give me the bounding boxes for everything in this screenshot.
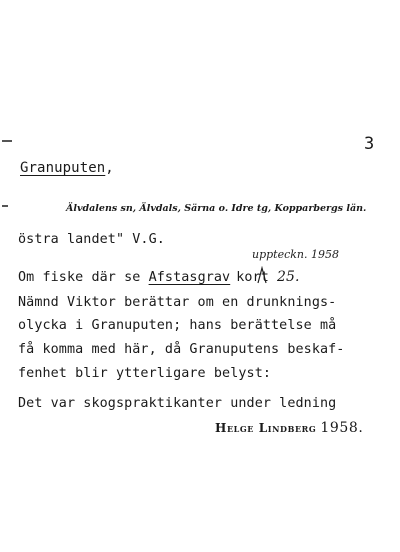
card-number: 3 <box>364 134 375 154</box>
handwritten-insert: uppteckn. 1958 <box>252 248 339 261</box>
location-stamp: Älvdalens sn, Älvdals, Särna o. Idre tg, Kopparbergs län. <box>66 203 367 214</box>
edge-mark <box>2 205 8 207</box>
text-line: östra landet" V.G. <box>18 232 165 247</box>
card-heading <box>20 160 114 176</box>
handwritten-card-number: 25. <box>277 269 300 285</box>
text-segment: kort <box>236 270 278 285</box>
text-line: få komma med här, då Granuputens beskaf- <box>18 342 345 357</box>
text-line: Det var skogspraktikanter under ledning <box>18 396 337 411</box>
cross-reference: Afstasgrav <box>148 270 231 285</box>
text-line <box>18 269 300 285</box>
text-line: fenhet blir ytterligare belyst: <box>18 366 272 381</box>
edge-mark <box>2 140 12 142</box>
record-year: 1958. <box>320 420 364 436</box>
text-line: Nämnd Viktor berättar om en drunknings- <box>18 295 337 310</box>
recorder-signature <box>215 420 363 436</box>
heading-punct: , <box>105 160 114 176</box>
text-line: olycka i Granuputen; hans berättelse må <box>18 318 337 333</box>
place-name: Granuputen <box>20 160 106 176</box>
text-segment: Om fiske där se <box>18 270 149 285</box>
recorder-name: Helge Lindberg <box>215 421 317 435</box>
